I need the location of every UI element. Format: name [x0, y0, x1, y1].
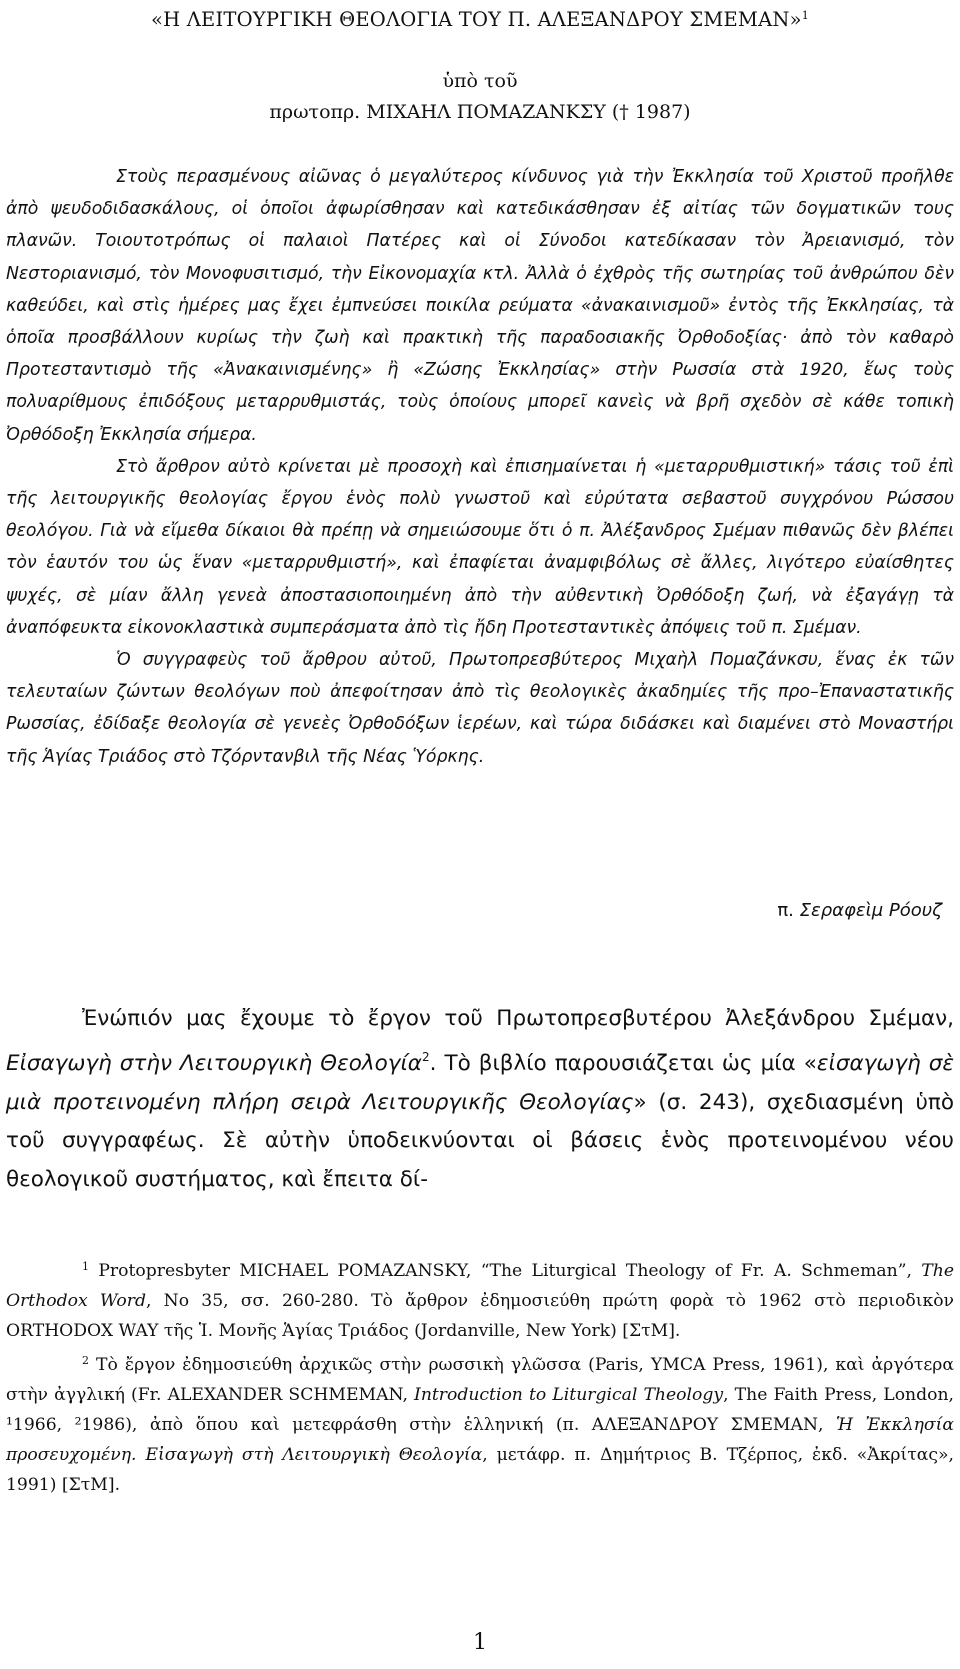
intro-signature [777, 900, 942, 921]
body-text-run: Ἐνώπιόν μας ἔχουμε τὸ ἔργον τοῦ Πρωτοπρεσβυτέρου Ἀλεξάνδρου Σμέμαν, [82, 1006, 954, 1031]
footnote-text: , No 35, σσ. 260-280. Τὸ ἄρθρον ἐδημοσιεύθη πρώτη φορὰ τὸ 1962 στὸ περιοδικὸν ORTHODOX WAY τῆς Ἱ. Μονῆς Ἁγίας Τριάδος (Jordanville, New York) [ΣτΜ]. [6, 1291, 954, 1341]
footnote-text: Protopresbyter MICHAEL POMAZANSKY, “The Liturgical Theology of Fr. A. Schmeman”, [98, 1261, 922, 1281]
main-text [6, 1000, 954, 1199]
footnote-text: , μετάφρ. π. Δημήτριος Β. Τζέρπος, ἐκδ. «Ἀκρίτας», 1991) [ΣτΜ]. [6, 1445, 954, 1495]
article-title-text: «Η ΛΕΙΤΟΥΡΓΙΚΗ ΘΕΟΛΟΓΙΑ ΤΟΥ Π. ΑΛΕΞΑΝΔΡΟΥ ΣΜΕΜΑΝ» [151, 8, 802, 31]
footnote-ref: 2 [421, 1050, 430, 1065]
footnote-ref: 1 [801, 9, 809, 22]
byline-author: πρωτοπρ. ΜΙΧΑΗΛ ΠΟΜΑΖΑΝΚΣΥ († 1987) [269, 101, 691, 123]
signature-name: Σεραφεὶμ Ρόουζ [799, 900, 942, 921]
book-title-greek: Ἡ Ἐκκλησία προσευχομένη. Εἰσαγωγὴ στὴ Λειτουργικὴ Θεολογία [6, 1415, 954, 1465]
body-text-run: » (σ. 243), σχεδιασμένη ὑπὸ τοῦ συγγραφέως. Σὲ αὐτὴν ὑποδεικνύονται οἱ βάσεις ἑνὸς προτεινομένου νέου θεολογικοῦ συστήματος, καὶ ἔπειτα δί- [6, 1089, 955, 1192]
intro-paragraph: Στὸ ἄρθρον αὐτὸ κρίνεται μὲ προσοχὴ καὶ ἐπισημαίνεται ἡ «μεταρρυθμιστική» τάσις τοῦ ἐπὶ τῆς λειτουργικῆς θεολογίας ἔργου ἑνὸς πολὺ γνωστοῦ καὶ εὐρύτατα σεβαστοῦ συγχρόνου Ρώσσου θεολόγου. Γιὰ νὰ εἴμεθα δίκαιοι θὰ πρέπῃ νὰ σημειώσουμε ὅτι ὁ π. Ἀλέξανδρος Σμέμαν πιθανῶς δὲν βλέπει τὸν ἑαυτόν του ὡς ἕναν «μεταρρυθμιστή», καὶ ἐπαφίεται ἀναμφιβόλως σὲ ἄλλες, λιγότερο εὐαίσθητες ψυχές, σὲ μίαν ἄλλη γενεὰ ἀποστασιοποιημένη ἀπὸ τὴν αὐθεντικὴ Ὀρθόδοξη ζωή, νὰ ἐξαγάγῃ τὰ ἀναπόφευκτα εἰκονοκλαστικὰ συμπεράσματα ἀπὸ τὶς ἤδη Προτεσταντικὲς ἀπόψεις τοῦ π. Σμέμαν. [6, 456, 954, 638]
intro-paragraph: Στοὺς περασμένους αἰῶνας ὁ μεγαλύτερος κίνδυνος γιὰ τὴν Ἐκκλησία τοῦ Χριστοῦ προῆλθε ἀπὸ ψευδοδιδασκάλους, οἱ ὁποῖοι ἀφωρίσθησαν καὶ κατεδικάσθησαν ἐξ αἰτίας τῶν δογματικῶν τους πλανῶν. Τοιουτοτρόπως οἱ παλαιοὶ Πατέρες καὶ οἱ Σύνοδοι κατεδίκασαν τὸν Ἀρειανισμό, τὸν Νεστοριανισμό, τὸν Μονοφυσιτισμό, τὴν Εἰκονομαχία κτλ. Ἀλλὰ ὁ ἐχθρὸς τῆς σωτηρίας τοῦ ἀνθρώπου δὲν καθεύδει, καὶ στὶς ἡμέρες μας ἔχει ἐμπνεύσει ποικίλα ρεύματα «ἀνακαινισμοῦ» ἐντὸς τῆς Ἐκκλησίας, τὰ ὁποῖα προσβάλλουν κυρίως τὴν ζωὴ καὶ πρακτικὴ τῆς παραδοσιακῆς Ὀρθοδοξίας· ἀπὸ τὸν καθαρὸ Προτεσταντισμὸ τῆς «Ἀνακαινισμένης» ἢ «Ζώσης Ἐκκλησίας» στὴν Ρωσσία στὰ 1920, ἕως τοὺς πολυαρίθμους ἐπιδόξους μεταρρυθμιστάς, τοὺς ὁποίους μπορεῖ κανεὶς νὰ βρῆ σχεδὸν σὲ κάθε τοπικὴ Ὀρθόδοξη Ἐκκλησία σήμερα. [6, 167, 954, 445]
body-paragraph [6, 1000, 954, 1199]
footnote-text: Τὸ ἔργον ἐδημοσιεύθη ἀρχικῶς στὴν ρωσσικὴ γλῶσσα (Paris, YMCA Press, 1961), καὶ ἀργότερα στὴν ἀγγλική (Fr. ALEXANDER SCHMEMAN, [6, 1355, 954, 1405]
footnote-2 [6, 1346, 954, 1500]
footnotes [6, 1252, 954, 1500]
editor-introduction [6, 161, 954, 773]
page-number: 1 [473, 1630, 487, 1655]
byline-by: ὑπὸ τοῦ [442, 70, 518, 92]
signature-role: π. [777, 900, 794, 921]
book-title-english: Introduction to Liturgical Theology [414, 1385, 724, 1405]
footnote-number: 1 [82, 1260, 89, 1273]
body-text-run: . Τὸ βιβλίο παρουσιάζεται ὡς μία « [429, 1051, 817, 1077]
article-title [0, 8, 960, 31]
footnote-1 [6, 1252, 954, 1346]
book-quote: εἰσαγωγὴ σὲ μιὰ προτεινομένη πλήρη σειρὰ Λειτουργικῆς Θεολογίας [6, 1051, 954, 1115]
footnote-number: 2 [82, 1354, 89, 1367]
book-title: Εἰσαγωγὴ στὴν Λειτουργικὴ Θεολογία [6, 1051, 422, 1077]
journal-title: The Orthodox Word [6, 1261, 955, 1311]
footnote-text: , The Faith Press, London, ¹1966, ²1986), ἀπὸ ὅπου καὶ μετεφράσθη στὴν ἑλληνική (π. ΑΛΕΞΑΝΔΡΟΥ ΣΜΕΜΑΝ, [6, 1385, 954, 1435]
intro-paragraph: Ὁ συγγραφεὺς τοῦ ἄρθρου αὐτοῦ, Πρωτοπρεσβύτερος Μιχαὴλ Πομαζάνκσυ, ἕνας ἐκ τῶν τελευταίων ζώντων θεολόγων ποὺ ἀπεφοίτησαν ἀπὸ τὶς θεολογικὲς ἀκαδημίες τῆς προ–Ἐπαναστατικῆς Ρωσσίας, ἐδίδαξε θεολογία σὲ γενεὲς Ὀρθοδόξων ἱερέων, καὶ τώρα διδάσκει καὶ διαμένει στὸ Μοναστήρι τῆς Ἁγίας Τριάδος στὸ Τζόρντανβιλ τῆς Νέας Ὑόρκης. [6, 650, 954, 767]
